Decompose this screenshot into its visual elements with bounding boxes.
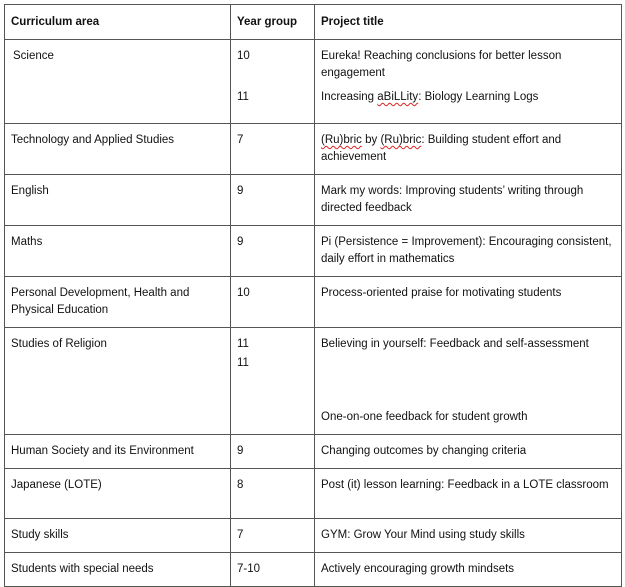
project-title-part: : Building student effort and achievement [321,134,562,163]
project-title-part: : Biology Learning Logs [418,91,539,103]
year-group-cell: 7 [231,124,315,175]
project-title-cell [315,124,622,175]
curriculum-area-cell: English [5,175,231,226]
project-title-part: by [361,134,381,146]
table-row [5,226,622,277]
project-title: Believing in yourself: Feedback and self-assessment [321,338,589,350]
curriculum-area-cell: Japanese (LOTE) [5,469,231,519]
year-group-value: 10 [237,50,250,62]
project-title-cell [315,40,622,124]
year-group-cell: 9 [231,175,315,226]
table-row [5,553,622,587]
project-title-cell: Post (it) lesson learning: Feedback in a LOTE classroom [315,469,622,519]
curriculum-area-cell: Human Society and its Environment [5,435,231,469]
project-title-cell: Mark my words: Improving students’ writing through directed feedback [315,175,622,226]
project-title: One-on-one feedback for student growth [321,411,528,423]
curriculum-area-cell: Studies of Religion [5,328,231,435]
project-title: Eureka! Reaching conclusions for better lesson engagement [321,50,562,79]
table-header-row [5,5,622,40]
year-group-cell [231,40,315,124]
table-row [5,435,622,469]
curriculum-projects-table [4,4,622,587]
table-row [5,175,622,226]
project-title-cell: Actively encouraging growth mindsets [315,553,622,587]
curriculum-area-cell [5,40,231,124]
header-year-group: Year group [231,5,315,40]
project-title-cell [315,328,622,435]
year-group-value: 11 [237,91,249,103]
year-group-value: 11 [237,338,249,350]
year-group-cell [231,328,315,435]
year-group-cell: 7-10 [231,553,315,587]
curriculum-area-cell: Study skills [5,519,231,553]
year-group-cell: 9 [231,226,315,277]
table-row [5,124,622,175]
project-title-cell: Pi (Persistence = Improvement): Encouraging consistent, daily effort in mathematics [315,226,622,277]
spellcheck-word: (Ru)bric [380,134,422,146]
year-group-cell: 8 [231,469,315,519]
spellcheck-word: (Ru)bric [321,134,362,146]
table-row [5,469,622,519]
table-row [5,328,622,435]
project-title-part: Increasing [321,91,378,103]
year-group-cell: 7 [231,519,315,553]
curriculum-area-cell: Students with special needs [5,553,231,587]
header-project-title: Project title [315,5,622,40]
spellcheck-word: aBiLLity [377,91,419,103]
year-group-cell: 10 [231,277,315,328]
project-title-cell: GYM: Grow Your Mind using study skills [315,519,622,553]
curriculum-area-cell: Personal Development, Health and Physical Education [5,277,231,328]
project-title [321,89,615,106]
curriculum-area-cell: Technology and Applied Studies [5,124,231,175]
year-group-cell: 9 [231,435,315,469]
curriculum-area-cell: Maths [5,226,231,277]
table-row [5,277,622,328]
table-row [5,40,622,124]
curriculum-area-text: Science [13,50,54,62]
project-title-cell: Process-oriented praise for motivating students [315,277,622,328]
header-curriculum-area: Curriculum area [5,5,231,40]
year-group-value: 11 [237,357,249,369]
project-title-cell: Changing outcomes by changing criteria [315,435,622,469]
table-row [5,519,622,553]
